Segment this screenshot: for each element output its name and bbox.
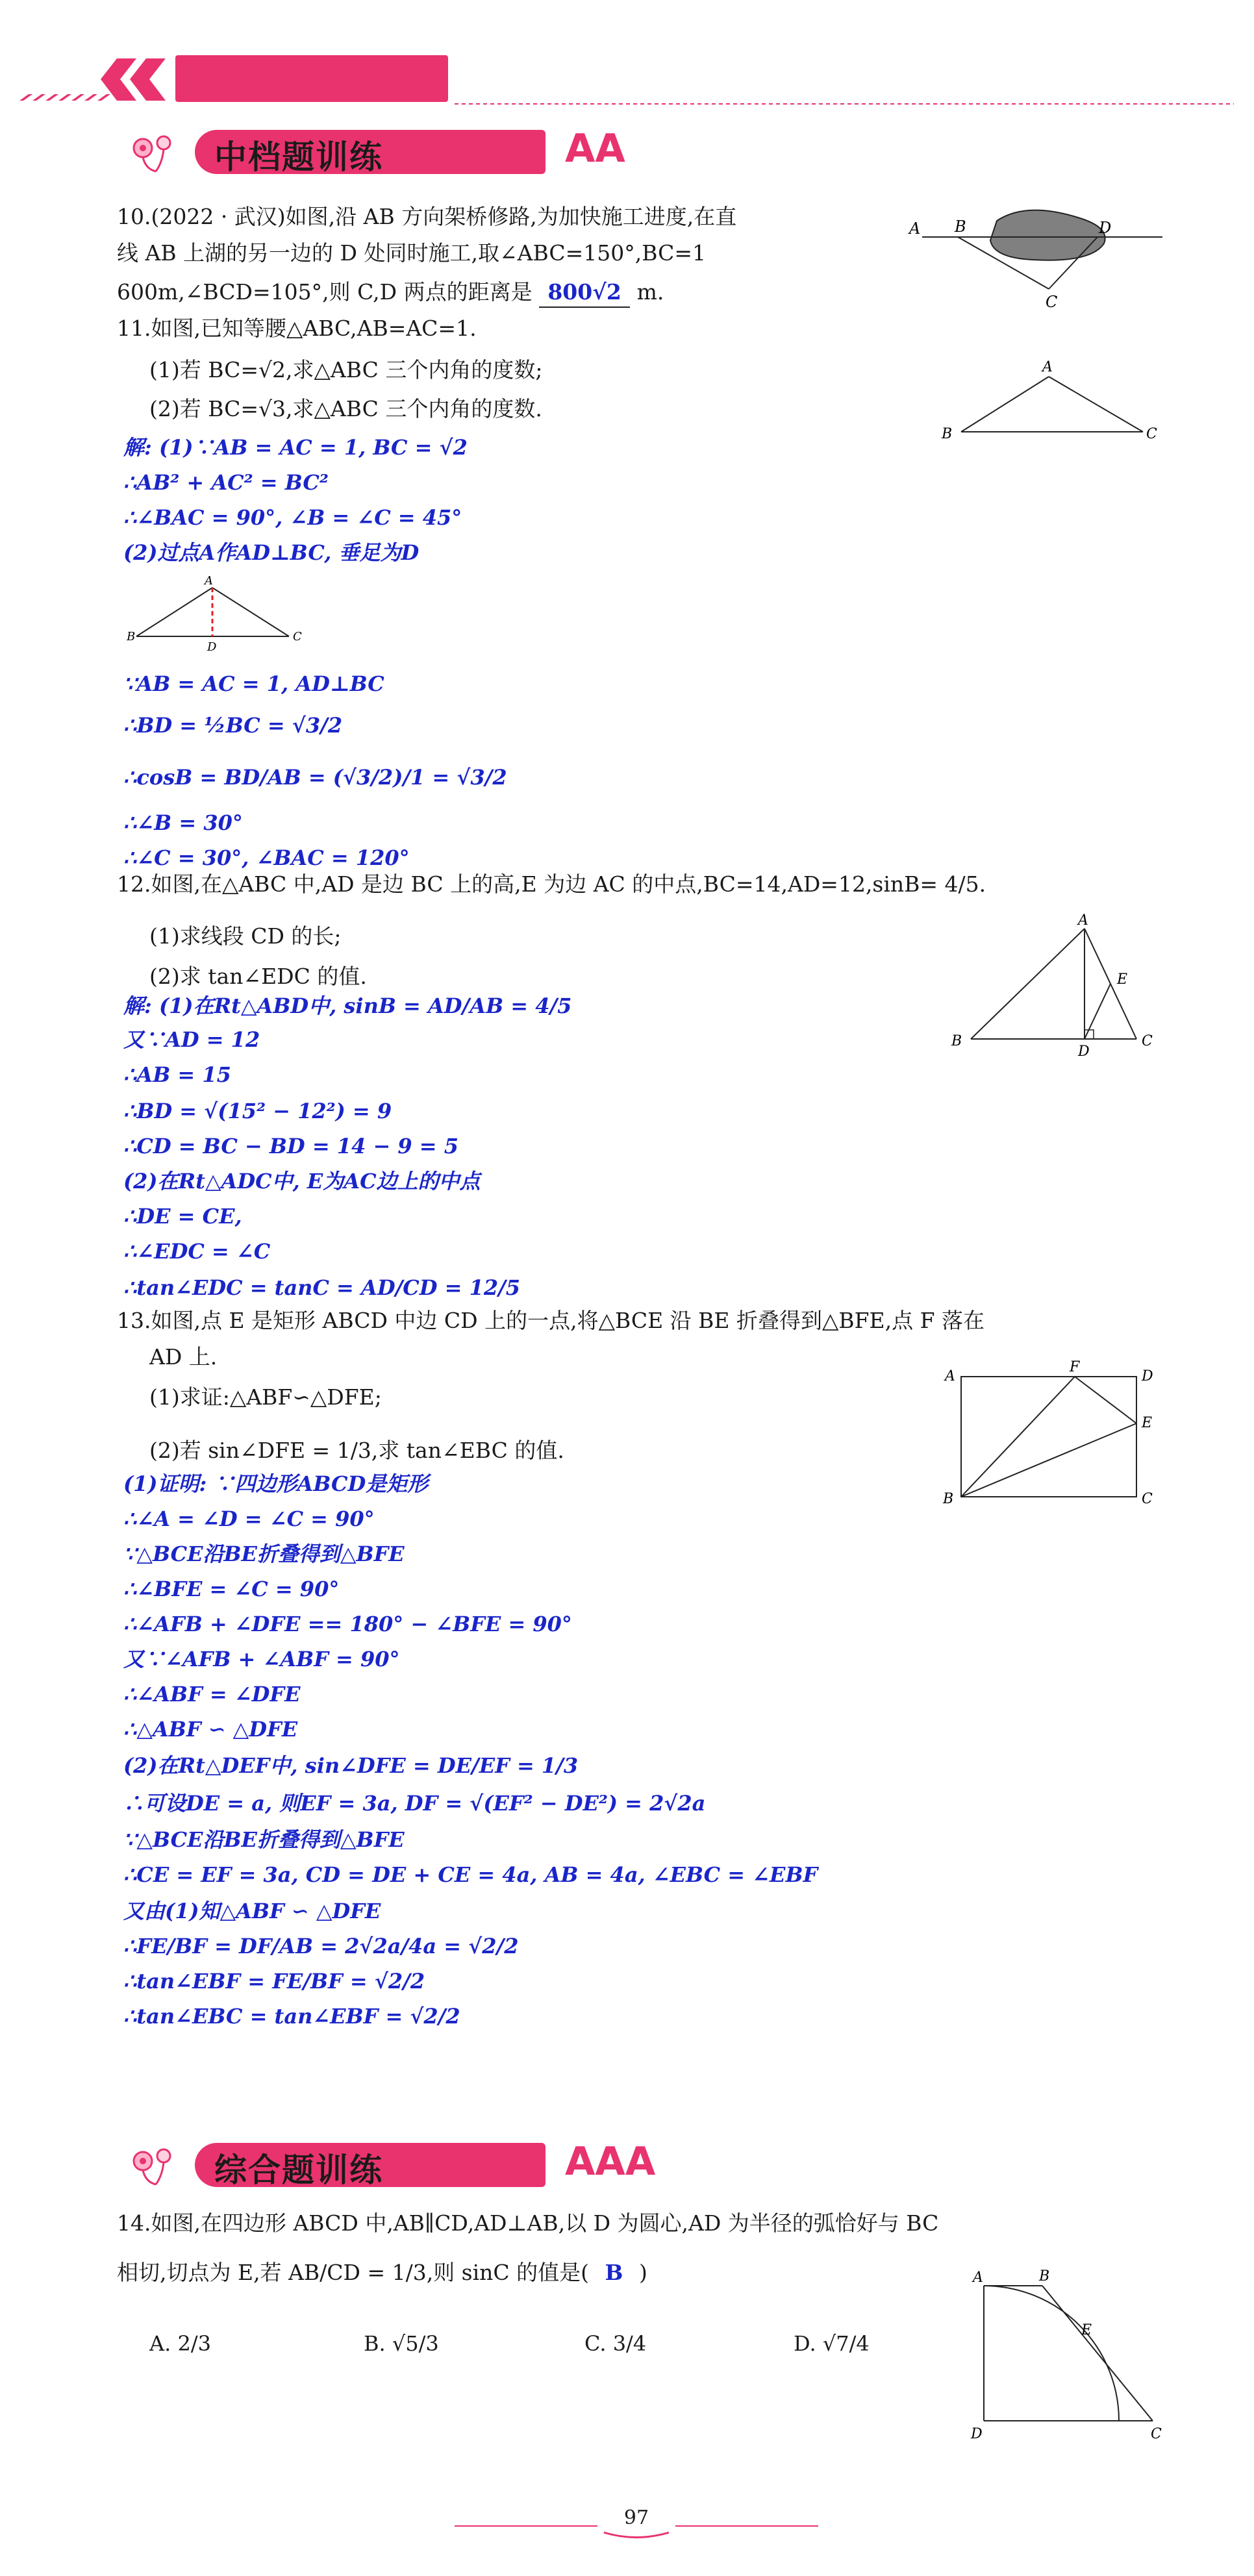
svg-text:B: B xyxy=(955,218,966,236)
q14-option-c: C. 3/4 xyxy=(584,2331,647,2356)
section-title-medium xyxy=(117,123,701,175)
section-grade: AA xyxy=(565,126,625,171)
q14-figure xyxy=(961,2266,1169,2448)
header-banner xyxy=(0,39,1254,117)
svg-text:A: A xyxy=(1042,359,1053,375)
q14-stem-2b: ) xyxy=(638,2260,647,2285)
q11-solution-7: ∴cosB = BD/AB = (√3/2)/1 = √3/2 xyxy=(123,765,507,790)
q11-part2: (2)若 BC=√3,求△ABC 三个内角的度数. xyxy=(149,396,542,421)
q10-line3b: m. xyxy=(636,279,664,305)
q13-solution-11: ∵△BCE沿BE折叠得到△BFE xyxy=(123,1827,405,1852)
q12-solution-8: ∴∠EDC = ∠C xyxy=(123,1239,271,1264)
q14-option-d: D. √7/4 xyxy=(794,2331,870,2356)
header-stripes xyxy=(0,39,1254,117)
svg-text:C: C xyxy=(1146,426,1157,442)
q13-stem-2: AD 上. xyxy=(149,1344,218,1369)
q14-option-a: A. 2/3 xyxy=(149,2331,211,2356)
q12-solution-5: ∴CD = BC − BD = 14 − 9 = 5 xyxy=(123,1134,459,1158)
svg-text:C: C xyxy=(1142,1491,1153,1507)
q10-answer-blank: 800√2 xyxy=(539,278,630,308)
q12-stem: 12.如图,在△ABC 中,AD 是边 BC 上的高,E 为边 AC 的中点,BC=14,AD=12,sinB= 4/5. xyxy=(117,871,986,897)
svg-text:B: B xyxy=(1039,2268,1050,2284)
q12-solution-2: 又∵AD = 12 xyxy=(123,1027,260,1052)
q13-solution-8: ∴△ABF ∽ △DFE xyxy=(123,1717,298,1742)
q13-solution-9: (2)在Rt△DEF中, sin∠DFE = DE/EF = 1/3 xyxy=(123,1753,579,1778)
q11-figure xyxy=(935,351,1169,448)
q13-solution-3: ∵△BCE沿BE折叠得到△BFE xyxy=(123,1542,405,1566)
q14-option-b: B. √5/3 xyxy=(364,2331,439,2356)
q11-solution-1: 解: (1)∵AB = AC = 1, BC = √2 xyxy=(123,435,468,460)
q11-solution-4: (2)过点A作AD⊥BC, 垂足为D xyxy=(123,540,420,565)
svg-text:B: B xyxy=(943,1491,954,1507)
svg-text:D: D xyxy=(207,640,217,654)
section-title: 中档题训练 xyxy=(214,138,383,176)
svg-text:C: C xyxy=(293,630,302,644)
q11-solution-6: ∴BD = ½BC = √3/2 xyxy=(123,713,343,738)
q13-solution-1: (1)证明: ∵四边形ABCD是矩形 xyxy=(123,1471,429,1496)
q14-stem-2 xyxy=(117,2258,647,2287)
q12-solution-1: 解: (1)在Rt△ABD中, sinB = AD/AB = 4/5 xyxy=(123,994,572,1018)
q12-solution-3: ∴AB = 15 xyxy=(123,1062,231,1087)
section-title-comprehensive xyxy=(117,2136,740,2188)
svg-text:C: C xyxy=(1142,1033,1153,1049)
svg-text:A: A xyxy=(205,574,213,588)
svg-text:A: A xyxy=(1078,912,1088,929)
svg-text:F: F xyxy=(1070,1359,1080,1375)
q13-solution-15: ∴tan∠EBF = FE/BF = √2/2 xyxy=(123,1969,425,1994)
q13-solution-13: 又由(1)知△ABF ∽ △DFE xyxy=(123,1899,381,1923)
svg-text:B: B xyxy=(127,630,136,644)
q14-stem-1: 14.如图,在四边形 ABCD 中,AB∥CD,AD⊥AB,以 D 为圆心,AD 为半径的弧恰好与 BC xyxy=(117,2210,939,2236)
q12-part1: (1)求线段 CD 的长; xyxy=(149,923,342,949)
q13-solution-6: 又∵∠AFB + ∠ABF = 90° xyxy=(123,1647,400,1671)
section-title: 综合题训练 xyxy=(214,2151,383,2189)
q12-part2: (2)求 tan∠EDC 的值. xyxy=(149,964,367,989)
q13-solution-4: ∴∠BFE = ∠C = 90° xyxy=(123,1577,340,1601)
svg-text:D: D xyxy=(1078,1044,1090,1060)
flower-icon xyxy=(123,129,188,174)
q13-solution-16: ∴tan∠EBC = tan∠EBF = √2/2 xyxy=(123,2004,460,2029)
q11-solution-figure xyxy=(127,571,321,662)
q12-solution-9: ∴tan∠EDC = tanC = AD/CD = 12/5 xyxy=(123,1275,521,1300)
q12-figure xyxy=(935,909,1169,1065)
svg-text:A: A xyxy=(909,219,921,238)
q13-solution-12: ∴CE = EF = 3a, CD = DE + CE = 4a, AB = 4a, ∠EBC = ∠EBF xyxy=(123,1862,818,1887)
q13-solution-2: ∴∠A = ∠D = ∠C = 90° xyxy=(123,1507,375,1531)
svg-text:B: B xyxy=(942,426,953,442)
page-number: 97 xyxy=(623,2507,649,2529)
q11-solution-9: ∴∠C = 30°, ∠BAC = 120° xyxy=(123,845,410,870)
svg-text:E: E xyxy=(1117,971,1128,988)
q13-solution-10: ∴可设DE = a, 则EF = 3a, DF = √(EF² − DE²) = 2√2a xyxy=(123,1791,706,1816)
flower-icon xyxy=(123,2142,188,2187)
q11-solution-3: ∴∠BAC = 90°, ∠B = ∠C = 45° xyxy=(123,505,462,530)
q10-line2: 线 AB 上湖的另一边的 D 处同时施工,取∠ABC=150°,BC=1 xyxy=(117,240,706,266)
svg-text:A: A xyxy=(945,1368,955,1384)
q12-solution-4: ∴BD = √(15² − 12²) = 9 xyxy=(123,1099,392,1123)
svg-text:C: C xyxy=(1151,2426,1162,2442)
q12-solution-7: ∴DE = CE, xyxy=(123,1204,242,1229)
q13-solution-14: ∴FE/BF = DF/AB = 2√2a/4a = √2/2 xyxy=(123,1934,519,1958)
q10-figure xyxy=(903,198,1175,315)
svg-text:C: C xyxy=(1046,293,1058,311)
svg-text:B: B xyxy=(951,1033,962,1049)
q14-answer: B xyxy=(605,2260,623,2285)
q14-stem-2a: 相切,切点为 E,若 AB/CD = 1/3,则 sinC 的值是( xyxy=(117,2260,590,2285)
svg-text:A: A xyxy=(973,2270,983,2286)
q11-solution-5: ∵AB = AC = 1, AD⊥BC xyxy=(123,671,384,696)
q13-part2: (2)若 sin∠DFE = 1/3,求 tan∠EBC 的值. xyxy=(149,1438,564,1463)
q11-part1: (1)若 BC=√2,求△ABC 三个内角的度数; xyxy=(149,357,543,382)
q13-figure xyxy=(935,1357,1169,1507)
q10-line1: 10.(2022 · 武汉)如图,沿 AB 方向架桥修路,为加快施工进度,在直 xyxy=(117,204,737,229)
q11-solution-2: ∴AB² + AC² = BC² xyxy=(123,470,329,495)
svg-text:E: E xyxy=(1081,2322,1092,2338)
q11-stem: 11.如图,已知等腰△ABC,AB=AC=1. xyxy=(117,316,477,341)
section-grade: AAA xyxy=(565,2139,656,2184)
svg-text:D: D xyxy=(1142,1368,1153,1384)
svg-text:E: E xyxy=(1142,1415,1153,1431)
q13-solution-7: ∴∠ABF = ∠DFE xyxy=(123,1682,301,1707)
q13-solution-5: ∴∠AFB + ∠DFE == 180° − ∠BFE = 90° xyxy=(123,1612,572,1636)
q10-line3a: 600m,∠BCD=105°,则 C,D 两点的距离是 xyxy=(117,279,533,305)
svg-text:D: D xyxy=(971,2426,983,2442)
page-footer xyxy=(455,2507,818,2545)
q10-line3 xyxy=(117,278,664,308)
q13-stem-1: 13.如图,点 E 是矩形 ABCD 中边 CD 上的一点,将△BCE 沿 BE 折叠得到△BFE,点 F 落在 xyxy=(117,1308,984,1333)
q12-solution-6: (2)在Rt△ADC中, E为AC边上的中点 xyxy=(123,1169,481,1194)
svg-text:D: D xyxy=(1099,219,1112,237)
q13-part1: (1)求证:△ABF∽△DFE; xyxy=(149,1384,382,1410)
q11-solution-8: ∴∠B = 30° xyxy=(123,810,243,835)
